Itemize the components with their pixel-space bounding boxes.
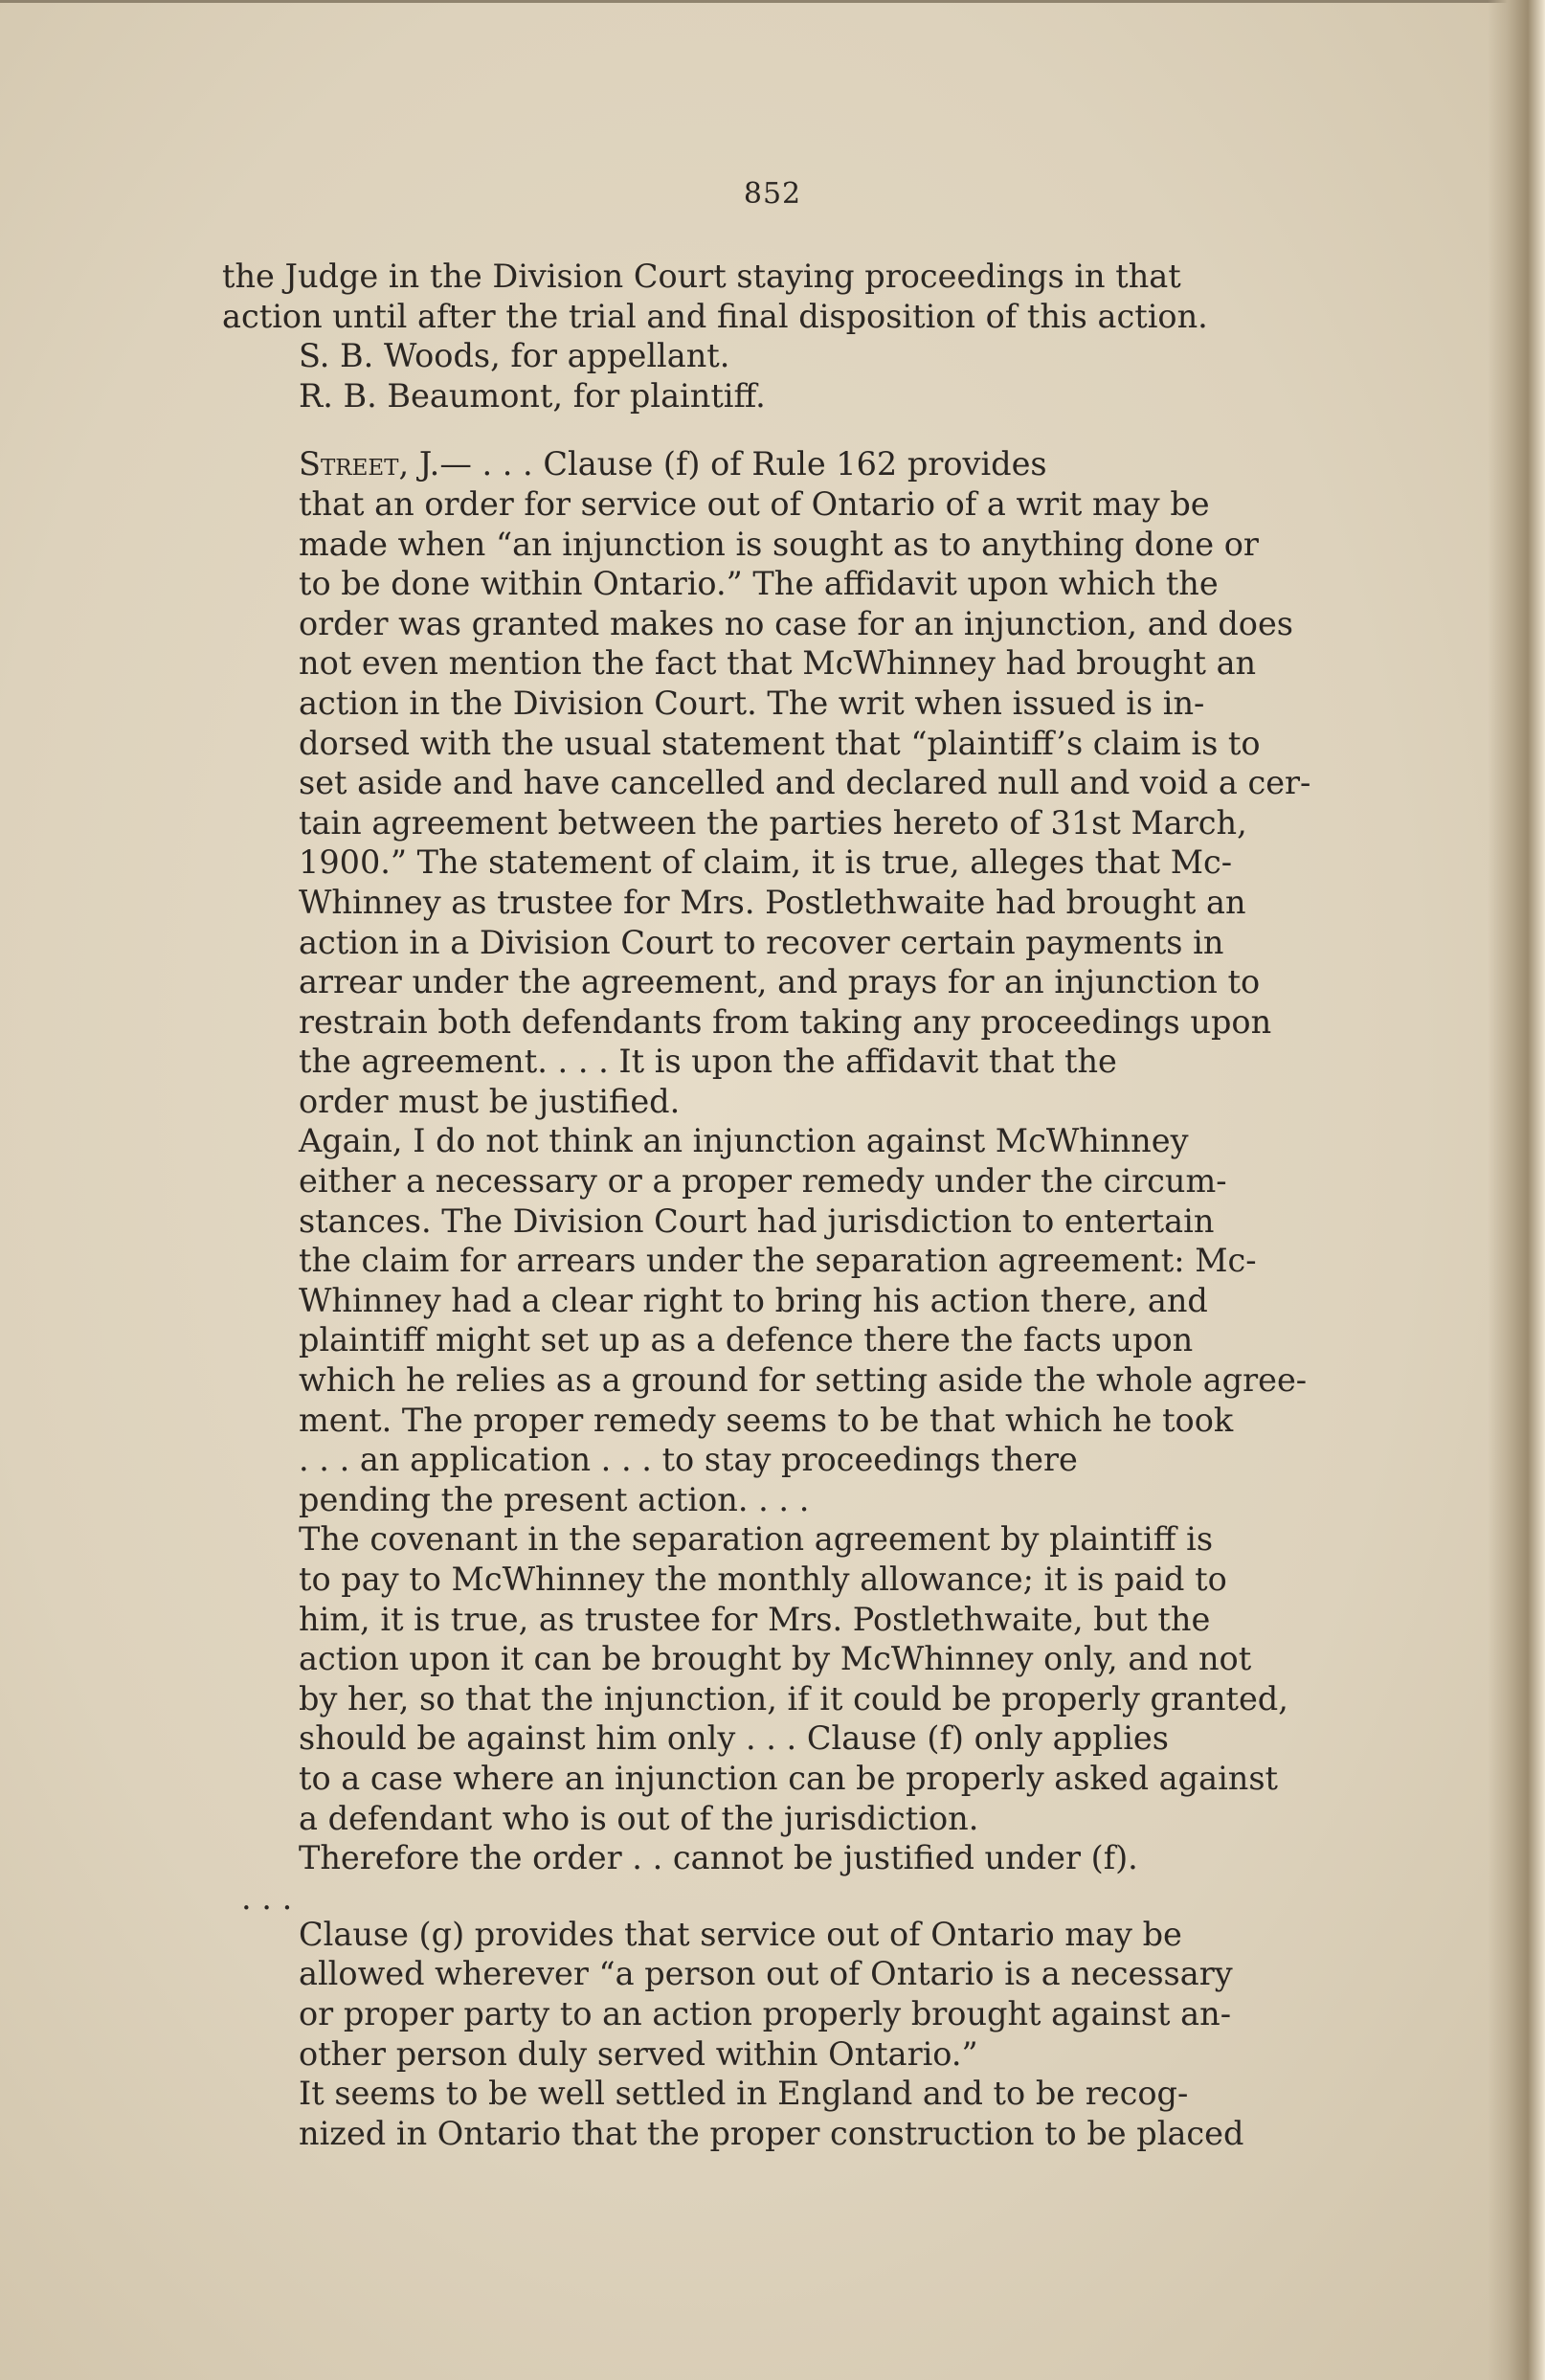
paragraph-line: should be against him only . . . Clause (f) only applies: [299, 1719, 1169, 1758]
judgment-opening-line: [222, 444, 1280, 484]
paragraph-line: the claim for arrears under the separation agreement: Mc-: [299, 1242, 1257, 1280]
paragraph-line: It seems to be well settled in England and to be recog-: [299, 2075, 1189, 2113]
section-gap: [222, 415, 1280, 444]
paragraph-line: him, it is true, as trustee for Mrs. Postlethwaite, but the: [299, 1600, 1211, 1638]
opening-rest: — . . . Clause (f) of Rule 162 provides: [439, 445, 1047, 483]
intro-line-1: the Judge in the Division Court staying proceedings in that: [222, 258, 1181, 295]
paragraph-line: tain agreement between the parties hereto of 31st March,: [299, 803, 1247, 842]
paragraph-line: ment. The proper remedy seems to be that which he took: [299, 1401, 1234, 1439]
judgment-paragraph-6: [222, 2074, 1280, 2153]
paragraph-line: by her, so that the injunction, if it could be properly granted,: [299, 1679, 1288, 1718]
page-top-edge: [0, 0, 1545, 3]
judge-name: Street, J.: [299, 445, 440, 483]
paragraph-line: stances. The Division Court had jurisdiction to entertain: [299, 1201, 1215, 1240]
paragraph-line: pending the present action. . . .: [299, 1480, 810, 1518]
judgment-paragraph-3: [222, 1519, 1288, 1838]
paragraph-line: Whinney as trustee for Mrs. Postlethwaite had brought an: [299, 883, 1246, 921]
paragraph-line: which he relies as a ground for setting aside the whole agree-: [299, 1361, 1308, 1400]
page-number: 852: [743, 177, 802, 211]
body-text: [222, 257, 1311, 2153]
paragraph-line: not even mention the fact that McWhinney had brought an: [299, 644, 1257, 683]
paragraph-line: Clause (g) provides that service out of Ontario may be: [299, 1915, 1182, 1953]
paragraph-line: to pay to McWhinney the monthly allowance; it is paid to: [299, 1560, 1227, 1598]
paragraph-line: Again, I do not think an injunction against McWhinney: [299, 1122, 1189, 1160]
paragraph-line: dorsed with the usual statement that “plaintiff’s claim is to: [299, 724, 1261, 762]
judgment-paragraph-5: [222, 1915, 1280, 2074]
counsel-appellant: S. B. Woods, for appellant.: [299, 337, 730, 375]
paragraph-line: nized in Ontario that the proper construction to be placed: [299, 2114, 1244, 2152]
paragraph-line: the agreement. . . . It is upon the affidavit that the: [299, 1043, 1117, 1081]
judgment-paragraph-4: [222, 1838, 1280, 1878]
paragraph-line: set aside and have cancelled and declared null and void a cer-: [299, 764, 1311, 802]
paragraph-line: action upon it can be brought by McWhinney only, and not: [299, 1640, 1252, 1678]
paragraph-line: either a necessary or a proper remedy under the circum-: [299, 1162, 1227, 1201]
paragraph-line: other person duly served within Ontario.”: [299, 2034, 978, 2073]
ellipsis-break: . . .: [241, 1878, 293, 1917]
paragraph-line: restrain both defendants from taking any proceedings upon: [299, 1002, 1272, 1041]
paragraph-line: order must be justified.: [299, 1082, 681, 1120]
paragraph-line: 1900.” The statement of claim, it is true, alleges that Mc-: [299, 843, 1233, 882]
paragraph-line: a defendant who is out of the jurisdiction.: [299, 1799, 979, 1837]
paragraph-line: to a case where an injunction can be properly asked against: [299, 1759, 1279, 1797]
paragraph-line: plaintiff might set up as a defence there the facts upon: [299, 1321, 1194, 1359]
intro-paragraph: [222, 257, 1280, 336]
paragraph-line: Whinney had a clear right to bring his action there, and: [299, 1281, 1208, 1319]
paragraph-line: order was granted makes no case for an injunction, and does: [299, 604, 1293, 642]
paragraph-line: arrear under the agreement, and prays for an injunction to: [299, 963, 1261, 1001]
paragraph-line: that an order for service out of Ontario of a writ may be: [299, 484, 1210, 523]
paragraph-line: Therefore the order . . cannot be justified under (f).: [299, 1839, 1138, 1877]
paragraph-line: or proper party to an action properly brought against an-: [299, 1994, 1232, 2032]
paragraph-line: to be done within Ontario.” The affidavit upon which the: [299, 565, 1219, 603]
judgment-paragraph-1: [222, 444, 1311, 1121]
paragraph-line: action in the Division Court. The writ when issued is in-: [299, 684, 1205, 722]
page-binding-edge: [1488, 0, 1545, 2380]
paragraph-line: The covenant in the separation agreement by plaintiff is: [299, 1520, 1214, 1559]
paragraph-line: made when “an injunction is sought as to anything done or: [299, 525, 1259, 563]
counsel-plaintiff: R. B. Beaumont, for plaintiff.: [299, 376, 766, 415]
judgment-paragraph-2: [222, 1121, 1308, 1519]
paragraph-line: . . . an application . . . to stay proceedings there: [299, 1441, 1078, 1479]
intro-line-2: action until after the trial and final disposition of this action.: [222, 297, 1208, 335]
paragraph-line: allowed wherever “a person out of Ontario is a necessary: [299, 1955, 1233, 1993]
paragraph-line: action in a Division Court to recover certain payments in: [299, 923, 1224, 961]
